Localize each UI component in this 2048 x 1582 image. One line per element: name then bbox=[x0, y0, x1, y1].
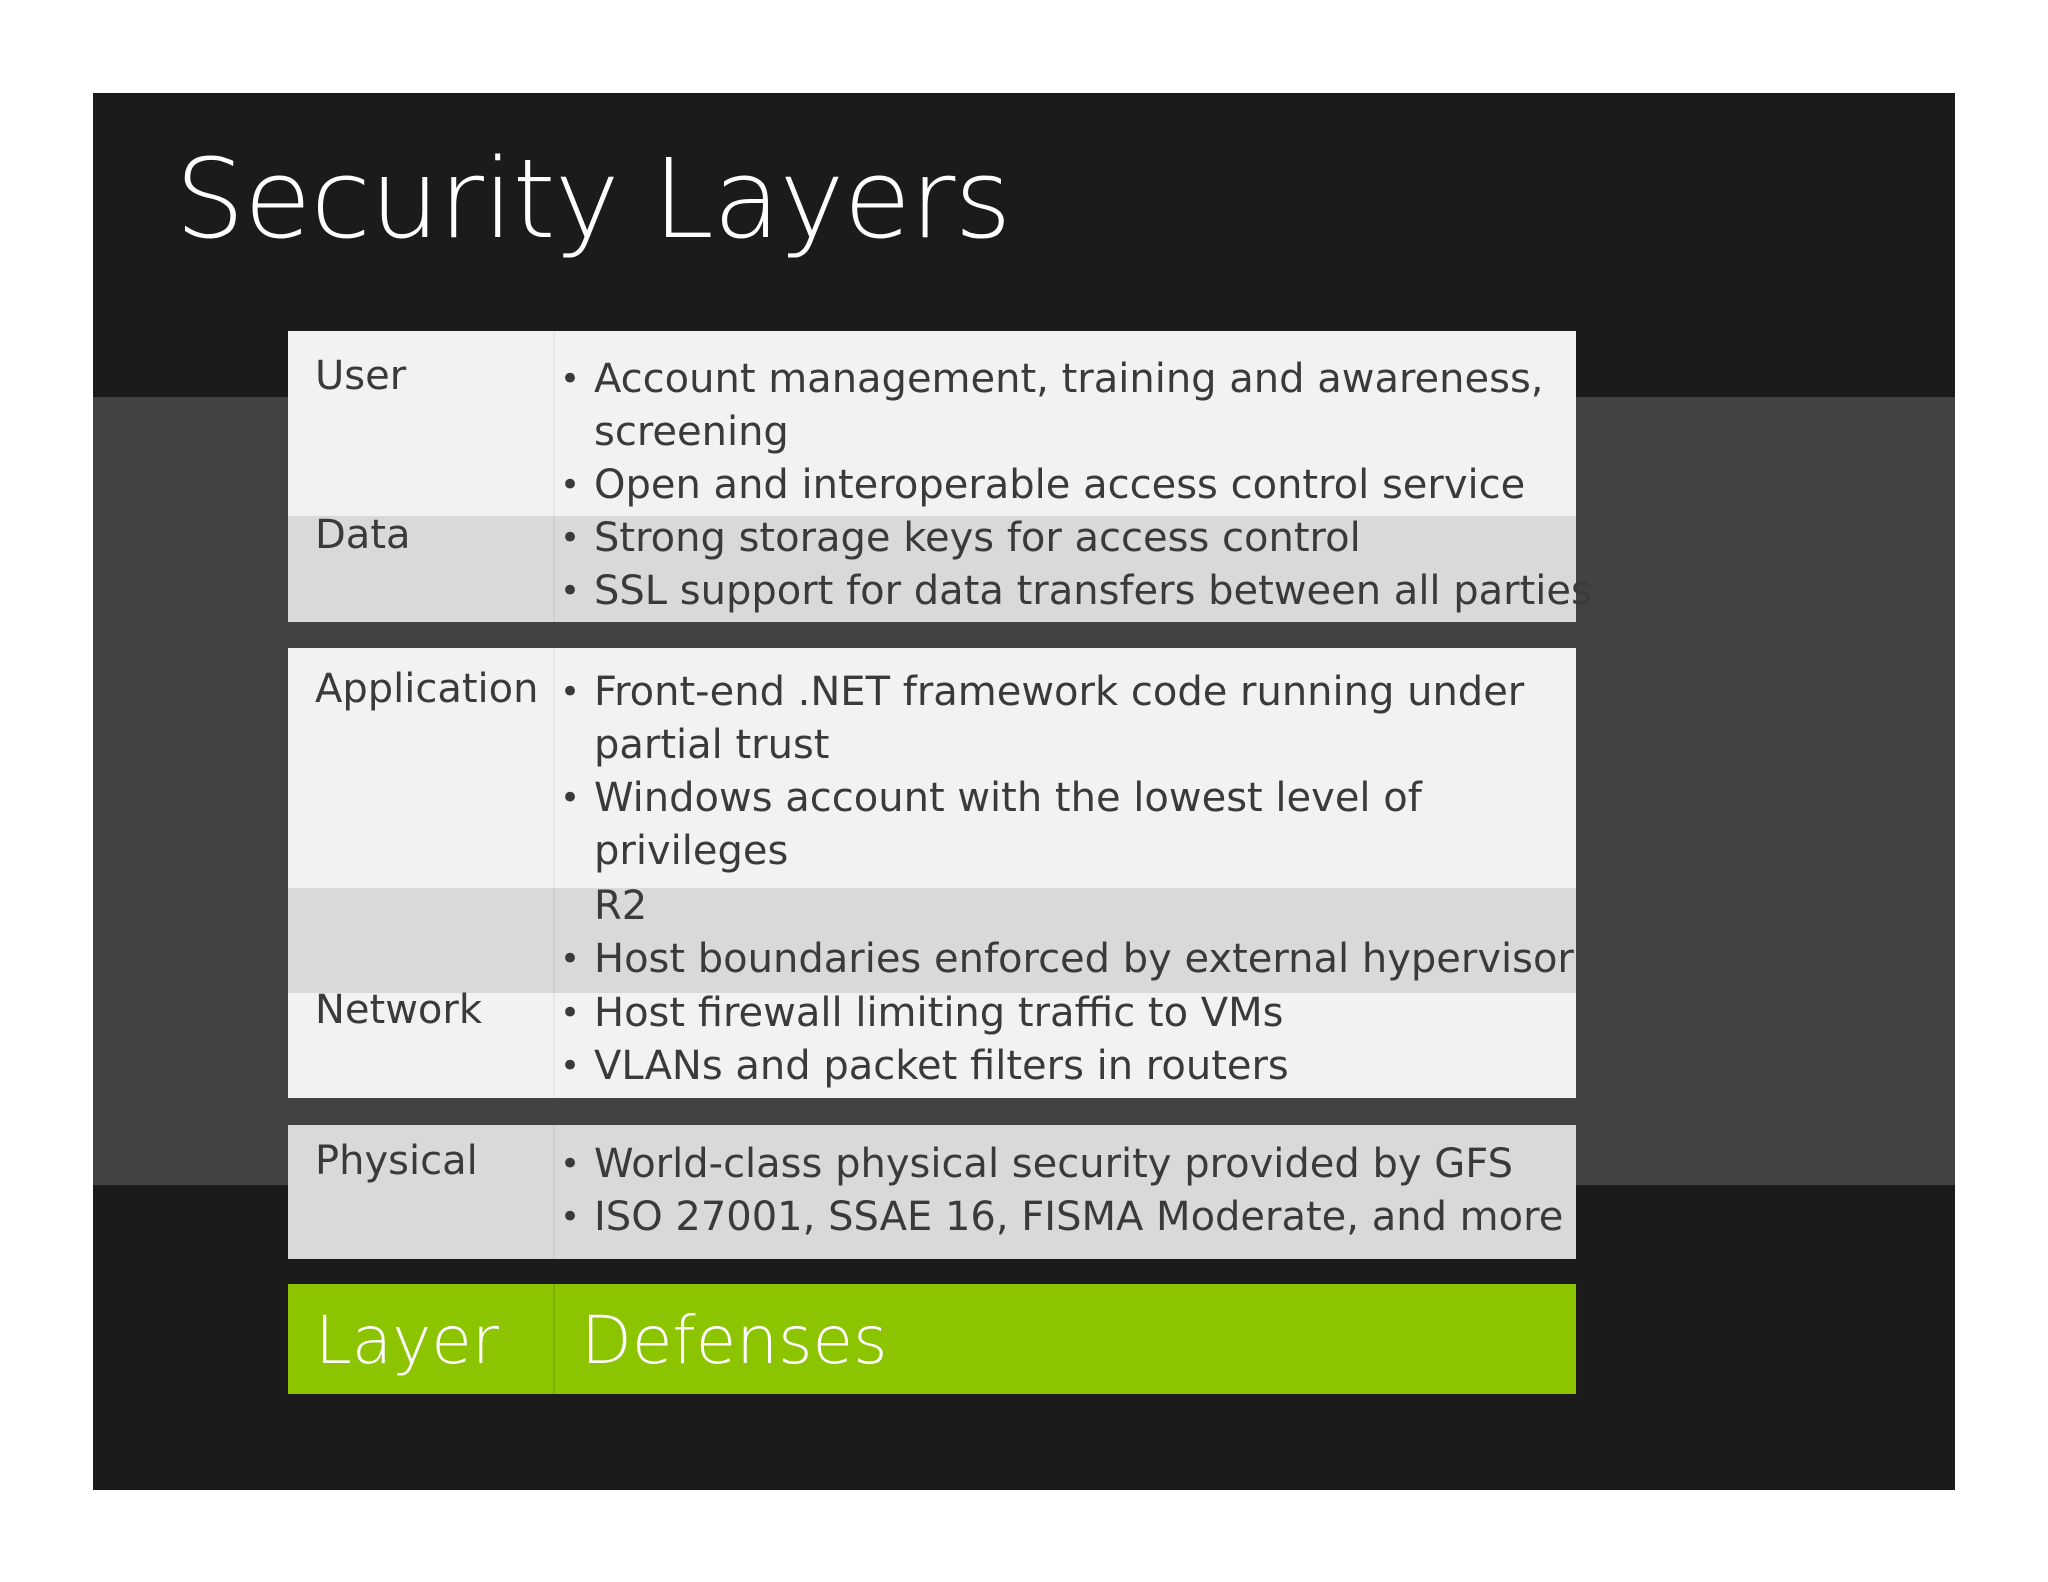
layer-label-data: Data bbox=[315, 512, 411, 558]
layer-label-network: Network bbox=[315, 987, 483, 1033]
defense-line: • World-class physical security provided by GFS bbox=[594, 1138, 1513, 1191]
group-app-host-network bbox=[288, 648, 1576, 1098]
bullet-icon: • bbox=[560, 465, 581, 505]
layer-label-physical: Physical bbox=[315, 1138, 478, 1184]
row-host bbox=[288, 883, 1576, 993]
defense-line: • ISO 27001, SSAE 16, FISMA Moderate, and more bbox=[594, 1191, 1563, 1244]
row-physical bbox=[288, 1125, 1576, 1259]
defense-line: • SSL support for data transfers between all parties bbox=[594, 565, 1592, 618]
defense-line: screening bbox=[594, 409, 789, 455]
group-physical bbox=[288, 1125, 1576, 1259]
group-user-data bbox=[288, 331, 1592, 622]
defense-line: • Host boundaries enforced by external hypervisor bbox=[594, 933, 1574, 986]
header-layer: Layer bbox=[315, 1302, 500, 1379]
defense-line: • Windows account with the lowest level of bbox=[594, 772, 1422, 825]
defense-line: • Open and interoperable access control service bbox=[594, 459, 1525, 512]
bullet-icon: • bbox=[560, 1144, 581, 1184]
table-header bbox=[288, 1284, 1576, 1394]
bullet-icon: • bbox=[560, 778, 581, 818]
defense-line: • Account management, training and awareness, bbox=[594, 353, 1544, 406]
bullet-icon: • bbox=[560, 359, 581, 399]
slide-title: Security Layers bbox=[175, 135, 1011, 263]
defense-line: privileges bbox=[594, 828, 789, 874]
layer-label-application: Application bbox=[315, 666, 539, 712]
bullet-icon: • bbox=[560, 993, 581, 1033]
defense-line: R2 bbox=[594, 883, 648, 929]
defense-line: • Front-end .NET framework code running under bbox=[594, 666, 1524, 719]
bullet-icon: • bbox=[560, 939, 581, 979]
defense-line: partial trust bbox=[594, 722, 830, 768]
row-application bbox=[288, 648, 1576, 888]
bullet-icon: • bbox=[560, 1046, 581, 1086]
layer-label-user: User bbox=[315, 353, 407, 399]
row-user bbox=[288, 331, 1576, 516]
row-network bbox=[288, 987, 1576, 1098]
bullet-icon: • bbox=[560, 518, 581, 558]
bullet-icon: • bbox=[560, 1197, 581, 1237]
bullet-icon: • bbox=[560, 672, 581, 712]
defense-line: • VLANs and packet filters in routers bbox=[594, 1040, 1289, 1093]
row-data bbox=[288, 512, 1592, 622]
defense-line: • Host firewall limiting traffic to VMs bbox=[594, 987, 1284, 1040]
bullet-icon: • bbox=[560, 571, 581, 611]
defense-line: • Strong storage keys for access control bbox=[594, 512, 1361, 565]
header-defenses: Defenses bbox=[581, 1302, 888, 1379]
